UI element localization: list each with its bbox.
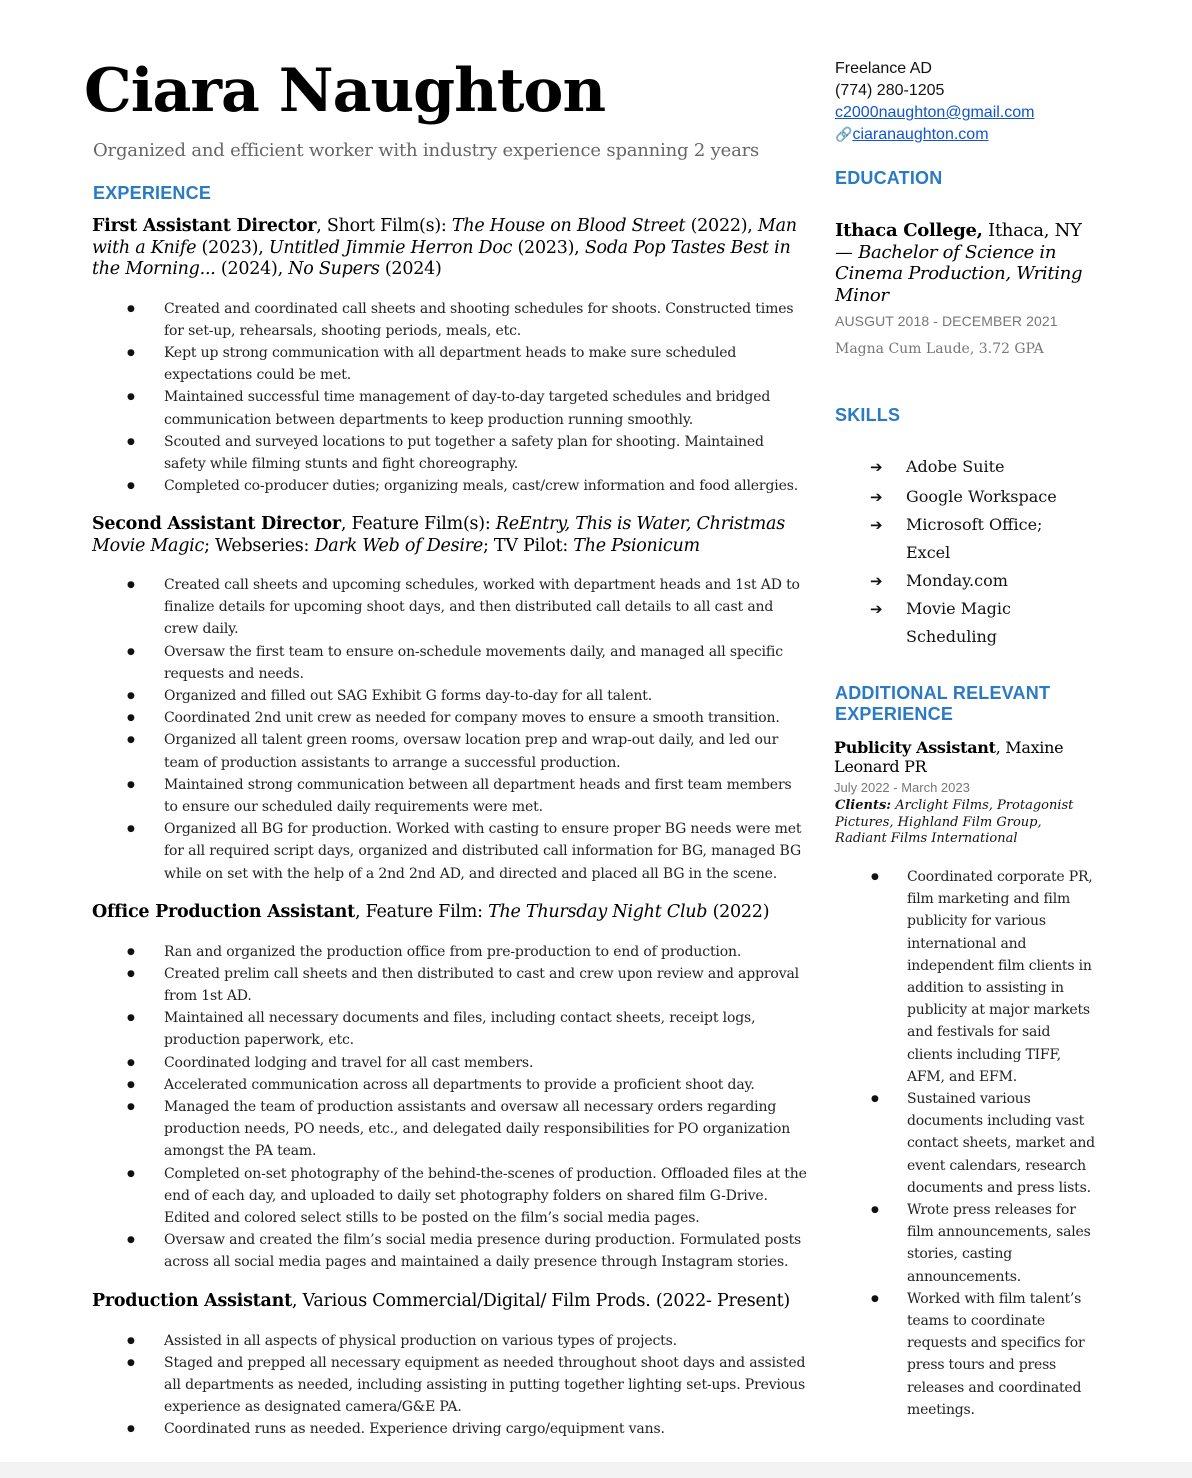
- arrow-right-icon: ➔: [870, 600, 883, 618]
- additional-job-title: Publicity Assistant, Maxine Leonard PR: [834, 738, 1064, 776]
- list-item: ● Organized and filled out SAG Exhibit G forms day-to-day for all talent.: [92, 685, 808, 707]
- job-title: Office Production Assistant, Feature Film: The Thursday Night Club (2022): [92, 902, 770, 922]
- link-icon: 🔗: [835, 127, 853, 143]
- contact-phone: (774) 280-1205: [835, 82, 945, 99]
- contact-block: [835, 58, 1034, 146]
- additional-experience-heading: ADDITIONAL RELEVANT EXPERIENCE: [835, 683, 1051, 724]
- bullet-list: [92, 1330, 808, 1441]
- list-item: ● Worked with film talent’s teams to coordinate requests and specifics for press tours and press releases and coordinated meetings.: [835, 1288, 1097, 1421]
- list-item: ● Managed the team of production assistants and oversaw all necessary orders regarding production needs, PO needs, etc., and delegated daily responsibilities for PO organization amongst the PA team.: [92, 1096, 808, 1163]
- list-item: ● Assisted in all aspects of physical production on various types of projects.: [92, 1330, 808, 1352]
- arrow-right-icon: ➔: [870, 572, 883, 590]
- list-item: ➔ Monday.com: [870, 567, 1090, 595]
- list-item: ● Maintained successful time management of day-to-day targeted schedules and bridged communication between departments to keep production running smoothly.: [92, 386, 808, 430]
- list-item: ● Organized all talent green rooms, oversaw location prep and wrap-out daily, and led our team of production assistants to arrange a successful production.: [92, 729, 808, 773]
- contact-role: Freelance AD: [835, 60, 932, 77]
- list-item: ● Completed co-producer duties; organizing meals, cast/crew information and food allergies.: [92, 475, 808, 497]
- bullet-list: [92, 574, 808, 885]
- list-item: ● Created and coordinated call sheets and shooting schedules for shoots. Constructed times for set-up, rehearsals, shooting periods, meals, etc.: [92, 298, 808, 342]
- tagline: Organized and efficient worker with industry experience spanning 2 years: [93, 140, 760, 161]
- website-link[interactable]: ciaranaughton.com: [852, 126, 989, 143]
- education-school: Ithaca College, Ithaca, NY — Bachelor of Science in Cinema Production, Writing Minor: [835, 220, 1083, 306]
- bullet-list: [92, 941, 808, 1274]
- list-item: ● Maintained strong communication between all department heads and first team members to ensure our scheduled daily requirements were met.: [92, 774, 808, 818]
- list-item: ● Wrote press releases for film announcements, sales stories, casting announcements.: [835, 1199, 1097, 1288]
- education-heading: EDUCATION: [835, 168, 943, 188]
- list-item: ● Accelerated communication across all departments to provide a proficient shoot day.: [92, 1074, 808, 1096]
- experience-heading: EXPERIENCE: [93, 183, 212, 203]
- education-dates: AUSGUT 2018 - DECEMBER 2021: [835, 313, 1058, 329]
- list-item: ● Coordinated runs as needed. Experience driving cargo/equipment vans.: [92, 1418, 808, 1440]
- arrow-right-icon: ➔: [870, 516, 883, 534]
- bullet-list: [92, 298, 808, 498]
- page-bottom-edge: [0, 1462, 1192, 1478]
- job-second-ad: [92, 514, 808, 885]
- job-title: Production Assistant, Various Commercial/Digital/ Film Prods. (2022- Present): [92, 1291, 790, 1311]
- additional-job-dates: July 2022 - March 2023: [834, 780, 970, 795]
- education-honors: Magna Cum Laude, 3.72 GPA: [835, 341, 1044, 357]
- list-item: ● Oversaw and created the film’s social media presence during production. Formulated posts across all social media pages and maintained a daily presence through Instagram stories.: [92, 1229, 808, 1273]
- additional-job-clients: Clients: Arclight Films, Protagonist Pictures, Highland Film Group, Radiant Films International: [835, 798, 1074, 846]
- list-item: ● Completed on-set photography of the behind-the-scenes of production. Offloaded files at the end of each day, and uploaded to daily set photography folders on shared film G-Drive. Edited and colored select stills to be posted on the film’s social media pages.: [92, 1163, 808, 1230]
- job-pa: [92, 1291, 808, 1441]
- list-item: ● Oversaw the first team to ensure on-schedule movements daily, and managed all specific requests and needs.: [92, 641, 808, 685]
- job-office-pa: [92, 902, 808, 1274]
- list-item: ➔ Adobe Suite: [870, 453, 1090, 481]
- arrow-right-icon: ➔: [870, 458, 883, 476]
- skills-list: [870, 453, 1090, 651]
- skills-heading: SKILLS: [835, 405, 901, 425]
- list-item: ● Coordinated lodging and travel for all cast members.: [92, 1052, 808, 1074]
- list-item: ● Created prelim call sheets and then distributed to cast and crew upon review and approval from 1st AD.: [92, 963, 808, 1007]
- candidate-name: Ciara Naughton: [84, 56, 606, 126]
- list-item: ● Organized all BG for production. Worked with casting to ensure proper BG needs were met for all required script days, organized and distributed call information for BG, managed BG while on set with the help of a 2nd 2nd AD, and directed and placed all BG in the scene.: [92, 818, 808, 885]
- list-item: ● Staged and prepped all necessary equipment as needed throughout shoot days and assisted all departments as needed, including assisting in putting together lighting set-ups. Previous experience as designated camera/G&E PA.: [92, 1352, 808, 1419]
- list-item: ➔ Microsoft Office; Excel: [870, 511, 1050, 567]
- list-item: ● Kept up strong communication with all department heads to make sure scheduled expectations could be met.: [92, 342, 808, 386]
- job-title: First Assistant Director, Short Film(s): The House on Blood Street (2022), Man with a Knife (2023), Untitled Jimmie Herron Doc (2023), Soda Pop Tastes Best in the Morning... (2024), No Supers (2024): [92, 216, 797, 279]
- contact-email-link[interactable]: c2000naughton@gmail.com: [835, 104, 1035, 121]
- arrow-right-icon: ➔: [870, 488, 883, 506]
- list-item: ● Coordinated 2nd unit crew as needed for company moves to ensure a smooth transition.: [92, 707, 808, 729]
- job-first-ad: [92, 216, 808, 497]
- list-item: ● Sustained various documents including vast contact sheets, market and event calendars, research documents and press lists.: [835, 1088, 1097, 1199]
- list-item: ● Coordinated corporate PR, film marketing and film publicity for various international and independent film clients in addition to assisting in publicity at major markets and festivals for said clients including TIFF, AFM, and EFM.: [835, 866, 1097, 1088]
- list-item: ● Ran and organized the production office from pre-production to end of production.: [92, 941, 808, 963]
- list-item: ➔ Movie Magic Scheduling: [870, 595, 1030, 651]
- job-title: Second Assistant Director, Feature Film(s): ReEntry, This is Water, Christmas Movie Magic; Webseries: Dark Web of Desire; TV Pilot: The Psionicum: [92, 514, 785, 556]
- list-item: ● Created call sheets and upcoming schedules, worked with department heads and 1st AD to finalize details for upcoming shoot days, and then distributed call details to all cast and crew daily.: [92, 574, 808, 641]
- bullet-list: [835, 866, 1097, 1421]
- list-item: ➔ Google Workspace: [870, 483, 1090, 511]
- list-item: ● Maintained all necessary documents and files, including contact sheets, receipt logs, production paperwork, etc.: [92, 1007, 808, 1051]
- list-item: ● Scouted and surveyed locations to put together a safety plan for shooting. Maintained safety while filming stunts and fight choreography.: [92, 431, 808, 475]
